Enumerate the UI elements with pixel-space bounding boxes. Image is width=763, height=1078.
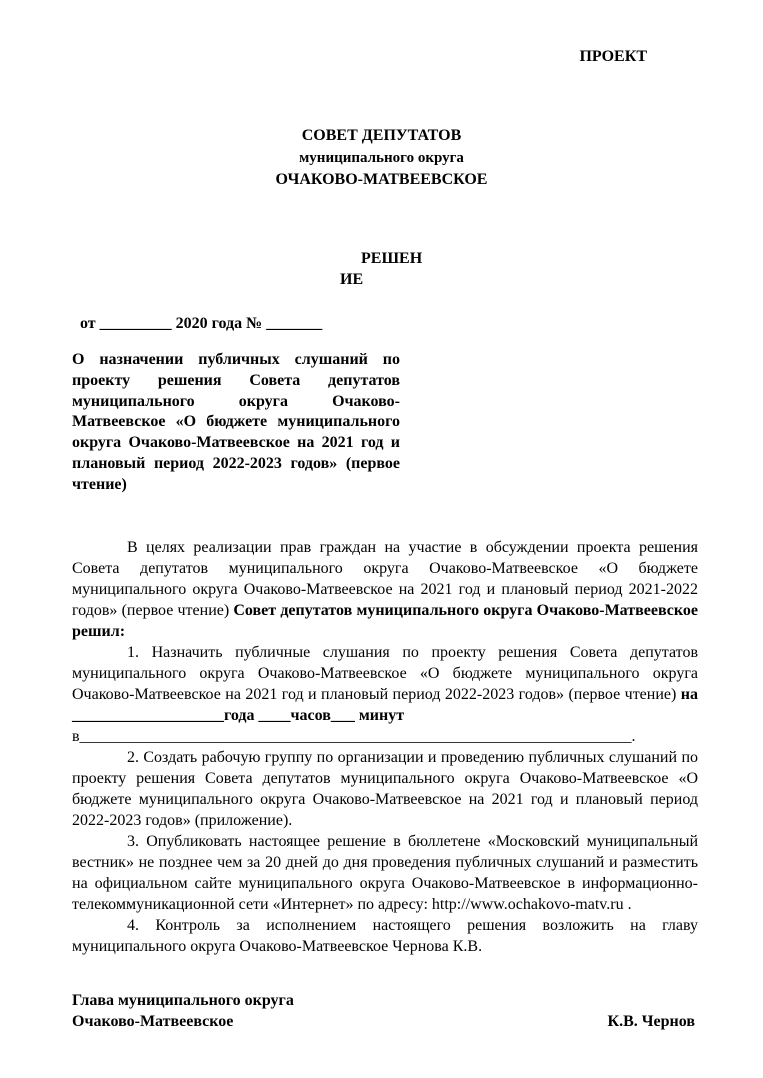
decision-body [72, 537, 698, 957]
preamble-text: В целях реализации прав граждан на участие в обсуждении проекта решения Совета депутатов муниципального округа Очаково-Матвеевское «О бюджете муниципального округа Очаково-Матвеевское на 2021 год и плановый период 2021-2022 годов» (первое чтение) [72, 539, 698, 619]
item-4: 4. Контроль за исполнением настоящего решения возложить на главу муниципального округа Очаково-Матвеевское Чернова К.В. [72, 917, 698, 955]
preamble-resolution: Совет депутатов муниципального округа Очаково-Матвеевское решил: [72, 602, 699, 640]
decision-title: О назначении публичных слушаний по проекту решения Совета депутатов муниципального округа Очаково-Матвеевское «О бюджете муниципального округа Очаково-Матвеевское на 2021 год и плановый период 2022-2023 годов» (первое чтение) [72, 351, 400, 493]
signature-name: К.В. Чернов [607, 1013, 695, 1030]
item-1-place-blank: в_____________________________________________________________________. [72, 728, 636, 745]
decision-word-part1: РЕШЕН [361, 250, 423, 267]
district-name: ОЧАКОВО-МАТВЕЕВСКОЕ [275, 171, 488, 188]
item-3: 3. Опубликовать настоящее решение в бюллетене «Московский муниципальный вестник» не позднее чем за 20 дней до дня проведения публичных слушаний и разместить на официальном сайте муниципального округа Очаково-Матвеевское в информационно-телекоммуникационной сети «Интернет» по адресу: http://www.ochakovo-matv.ru . [72, 833, 698, 913]
item-1-time-blank: на ___________________года ____часов___ минут [72, 686, 698, 724]
item-2: 2. Создать рабочую группу по организации и проведению публичных слушаний по проекту решения Совета депутатов муниципального округа Очаково-Матвеевское «О бюджете муниципального округа Очаково-Матвеевское на 2021 год и плановый период 2022-2023 годов» (приложение). [72, 749, 698, 829]
council-title: СОВЕТ ДЕПУТАТОВ [301, 127, 462, 144]
signature-position [72, 990, 294, 1032]
decision-word-part2: ИЕ [340, 271, 364, 288]
signature-position-line1: Глава муниципального округа [72, 992, 294, 1009]
decision-date-line: от _________ 2020 года № _______ [80, 315, 323, 332]
item-1-text: 1. Назначить публичные слушания по проекту решения Совета депутатов муниципального округа Очаково-Матвеевское «О бюджете муниципального округа Очаково-Матвеевское на 2021 год и плановый период 2022-2023 годов» (первое чтение) [72, 644, 698, 703]
district-type: муниципального округа [299, 150, 464, 166]
signature-position-line2: Очаково-Матвеевское [72, 1013, 234, 1030]
draft-label: ПРОЕКТ [579, 48, 647, 65]
preamble-paragraph [72, 537, 698, 642]
item-1 [72, 642, 698, 726]
